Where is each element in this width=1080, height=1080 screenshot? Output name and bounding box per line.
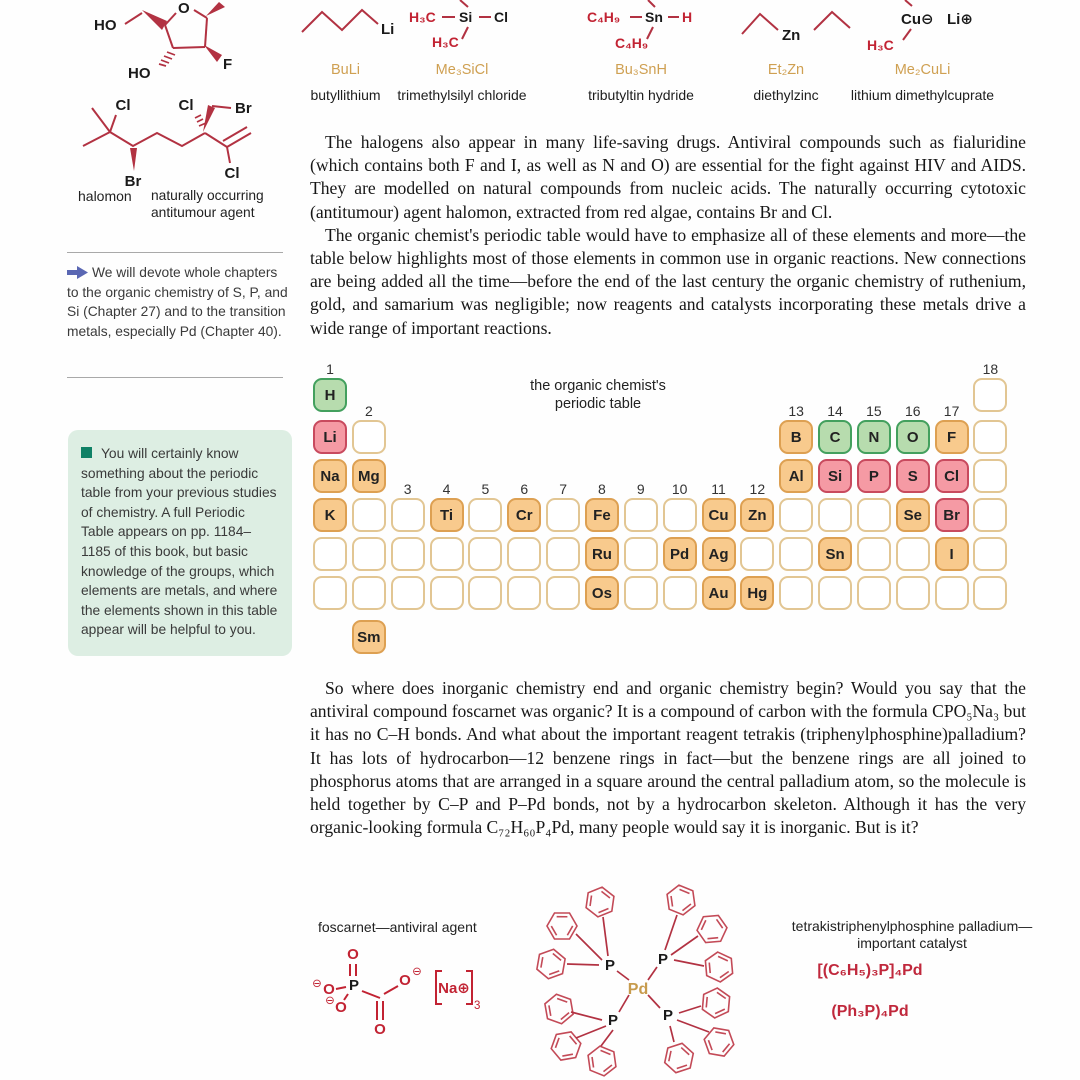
- catalyst-formula-short: (Ph₃P)₄Pd: [831, 1003, 909, 1020]
- svg-text:O: O: [335, 999, 347, 1016]
- element-cell-empty: [352, 537, 386, 571]
- element-cell-empty: [352, 420, 386, 454]
- element-cell-Os: Os: [585, 576, 619, 610]
- svg-text:Li: Li: [381, 21, 395, 38]
- margin-note-chapters: [67, 263, 291, 341]
- element-cell-Ti: Ti: [430, 498, 464, 532]
- element-cell-Si: Si: [818, 459, 852, 493]
- svg-text:O: O: [374, 1021, 386, 1038]
- svg-text:Cu⊖: Cu⊖: [901, 11, 934, 28]
- svg-text:H₃C: H₃C: [867, 37, 894, 53]
- element-cell-Pd: Pd: [663, 537, 697, 571]
- svg-text:P: P: [604, 957, 616, 974]
- element-cell-Li: Li: [313, 420, 347, 454]
- element-cell-Fe: Fe: [585, 498, 619, 532]
- svg-text:Pd: Pd: [627, 981, 649, 998]
- group-label-13: 13: [788, 403, 804, 419]
- svg-text:P: P: [662, 1007, 674, 1024]
- element-cell-I: I: [935, 537, 969, 571]
- group-label-14: 14: [827, 403, 843, 419]
- svg-text:Sn: Sn: [645, 9, 663, 25]
- element-cell-Se: Se: [896, 498, 930, 532]
- element-cell-empty: [507, 576, 541, 610]
- element-cell-Ru: Ru: [585, 537, 619, 571]
- element-cell-Na: Na: [313, 459, 347, 493]
- element-cell-S: S: [896, 459, 930, 493]
- group-label-2: 2: [364, 403, 373, 419]
- reagent-formula: Me₂CuLi: [894, 62, 951, 78]
- paragraph-inorganic: So where does inorganic chemistry end and organic chemistry begin? Would you say that the antiviral compound foscarnet was organic? It is a compound of carbon with the formula CPO₅Na₃ but it has no C–H bonds. And what about the important reagent tetrakis (triphenylphosphine)palladium? It has lots of hydrocarbon—12 benzene rings in fact—but the benzene rings are all joined to phosphorus atoms that are arranged in a square around the central palladium atom, so the molecule is held together by C–P and P–Pd bonds, not by a hydrocarbon skeleton. Although it has the very organic-looking formula C₇₂H₆₀P₄Pd, many people would say it is inorganic. But is it?: [310, 678, 1027, 838]
- svg-text:O: O: [347, 946, 359, 963]
- halomon-caption-line2: antitumour agent: [151, 204, 255, 220]
- periodic-table-title-line2: periodic table: [554, 395, 642, 412]
- svg-text:O: O: [323, 981, 335, 998]
- svg-text:P: P: [607, 1012, 619, 1029]
- svg-text:Br: Br: [124, 173, 142, 190]
- catalyst-caption-line2: important catalyst: [857, 934, 967, 951]
- element-cell-empty: [935, 576, 969, 610]
- element-cell-O: O: [896, 420, 930, 454]
- svg-text:Br: Br: [235, 100, 252, 117]
- margin-rule-bottom: [67, 377, 283, 378]
- svg-text:⊖: ⊖: [325, 995, 335, 1007]
- group-label-10: 10: [671, 481, 688, 497]
- fialuridine-sugar-structure: [70, 0, 270, 92]
- foscarnet-structure: [303, 942, 503, 1074]
- catalyst-formula-full: [(C₆H₅)₃P]₄Pd: [817, 962, 923, 979]
- tetrakis-pd-structure: [518, 870, 768, 1080]
- element-cell-empty: [391, 576, 425, 610]
- svg-text:P: P: [348, 977, 360, 994]
- paragraph-halogens: The halogens also appear in many life-saving drugs. Antiviral compounds such as fialuridine (which contains both F and I, as well as N and O) are essential for the fight against HIV and AIDS. They are modelled on natural compounds from nucleic acids. The naturally occurring cytotoxic (antitumour) agent halomon, extracted from red algae, contains Br and Cl.: [310, 132, 1026, 222]
- svg-text:Na⊕: Na⊕: [438, 980, 470, 997]
- svg-text:HO: HO: [128, 65, 151, 82]
- halomon-structure: [65, 95, 285, 195]
- group-label-3: 3: [403, 481, 412, 497]
- element-cell-empty: [546, 498, 580, 532]
- svg-text:H₃C: H₃C: [432, 34, 459, 50]
- reagent-diethylzinc: [726, 0, 846, 106]
- element-cell-empty: [430, 537, 464, 571]
- svg-text:⊖: ⊖: [412, 966, 422, 978]
- element-cell-Cu: Cu: [702, 498, 736, 532]
- periodic-table-grid: [313, 360, 1013, 660]
- element-cell-F: F: [935, 420, 969, 454]
- svg-text:C₄H₉: C₄H₉: [587, 9, 621, 25]
- element-cell-empty: [313, 576, 347, 610]
- element-cell-empty: [973, 459, 1007, 493]
- element-cell-Zn: Zn: [740, 498, 774, 532]
- reagent-formula: Bu₃SnH: [615, 62, 667, 78]
- element-cell-empty: [468, 537, 502, 571]
- element-cell-empty: [430, 576, 464, 610]
- reagent-name: tributyltin hydride: [588, 87, 694, 103]
- reagent-name: butyllithium: [310, 87, 381, 103]
- element-cell-empty: [857, 576, 891, 610]
- element-cell-empty: [896, 537, 930, 571]
- main-text-block-1: [310, 131, 1026, 340]
- svg-text:P: P: [657, 951, 669, 968]
- element-cell-empty: [546, 576, 580, 610]
- element-cell-empty: [546, 537, 580, 571]
- element-cell-Mg: Mg: [352, 459, 386, 493]
- element-cell-empty: [391, 498, 425, 532]
- svg-text:Cl: Cl: [178, 97, 194, 114]
- element-cell-empty: [779, 537, 813, 571]
- element-cell-empty: [624, 498, 658, 532]
- margin-rule-top: [67, 252, 283, 253]
- svg-text:Si: Si: [459, 9, 473, 25]
- svg-text:O: O: [178, 0, 190, 17]
- element-cell-empty: [468, 576, 502, 610]
- catalyst-caption: [752, 918, 1072, 951]
- element-cell-empty: [624, 576, 658, 610]
- svg-text:H₃C: H₃C: [409, 9, 436, 25]
- element-cell-Br: Br: [935, 498, 969, 532]
- svg-text:Cl: Cl: [115, 97, 131, 114]
- group-label-17: 17: [943, 403, 960, 419]
- group-label-12: 12: [749, 481, 766, 497]
- group-label-11: 11: [711, 481, 726, 497]
- reagent-trimethylsilyl-chloride: [382, 0, 542, 106]
- svg-text:H: H: [682, 9, 693, 25]
- element-cell-P: P: [857, 459, 891, 493]
- element-cell-empty: [313, 537, 347, 571]
- periodic-table-title-line1: the organic chemist's: [530, 378, 666, 394]
- element-cell-empty: [663, 576, 697, 610]
- group-label-6: 6: [520, 481, 529, 497]
- group-label-9: 9: [636, 481, 645, 497]
- element-cell-C: C: [818, 420, 852, 454]
- element-cell-empty: [507, 537, 541, 571]
- group-label-8: 8: [598, 481, 606, 497]
- element-cell-H: H: [313, 378, 347, 412]
- element-cell-empty: [973, 378, 1007, 412]
- reagent-name: trimethylsilyl chloride: [397, 87, 527, 103]
- reagent-lithium-dimethylcuprate: [835, 0, 1010, 106]
- margin-note-periodic-box: [68, 430, 292, 656]
- svg-text:⊖: ⊖: [312, 978, 322, 990]
- main-text-block-2: [310, 677, 1026, 839]
- element-cell-empty: [352, 576, 386, 610]
- element-cell-Hg: Hg: [740, 576, 774, 610]
- element-cell-empty: [896, 576, 930, 610]
- element-cell-empty: [973, 498, 1007, 532]
- element-cell-empty: [663, 498, 697, 532]
- element-cell-Au: Au: [702, 576, 736, 610]
- element-cell-K: K: [313, 498, 347, 532]
- reagent-tributyltin-hydride: [561, 0, 721, 106]
- element-cell-empty: [779, 498, 813, 532]
- halomon-caption-line1: naturally occurring: [151, 188, 264, 203]
- element-cell-Ag: Ag: [702, 537, 736, 571]
- element-cell-empty: [391, 537, 425, 571]
- element-cell-Sm: Sm: [352, 620, 386, 654]
- element-cell-Sn: Sn: [818, 537, 852, 571]
- element-cell-empty: [973, 576, 1007, 610]
- group-label-4: 4: [442, 481, 451, 497]
- svg-text:C₄H₉: C₄H₉: [615, 35, 649, 51]
- periodic-table-figure: [313, 360, 1013, 660]
- group-label-1: 1: [326, 361, 334, 377]
- element-cell-empty: [352, 498, 386, 532]
- paragraph-periodic-table: The organic chemist's periodic table would have to emphasize all of these elements and more—the table below highlights most of those elements in common use in organic reactions. New connections are being added all the time—before the end of the last century the organic chemistry of ruthenium, gold, and samarium was negligible; now reagents and catalysts incorporating these metals drive a wide range of important reactions.: [310, 224, 1026, 338]
- arrow-right-icon: [67, 266, 89, 279]
- group-label-5: 5: [481, 481, 490, 497]
- svg-text:Li⊕: Li⊕: [947, 11, 973, 28]
- element-cell-empty: [779, 576, 813, 610]
- svg-text:Zn: Zn: [782, 27, 801, 44]
- halomon-label: halomon: [78, 188, 132, 204]
- group-label-18: 18: [982, 361, 999, 377]
- element-cell-empty: [468, 498, 502, 532]
- element-cell-N: N: [857, 420, 891, 454]
- element-cell-empty: [973, 420, 1007, 454]
- halomon-caption: [151, 188, 264, 221]
- reagent-formula: Et₂Zn: [767, 62, 805, 78]
- tms-cl-structure: [405, 0, 520, 52]
- reagent-formula: Me₃SiCl: [435, 62, 489, 78]
- group-label-7: 7: [559, 481, 567, 497]
- element-cell-Cr: Cr: [507, 498, 541, 532]
- element-cell-empty: [624, 537, 658, 571]
- svg-text:Cl: Cl: [494, 9, 508, 25]
- element-cell-empty: [740, 537, 774, 571]
- bu3snh-structure: [585, 0, 707, 52]
- svg-text:Cl: Cl: [224, 165, 240, 182]
- catalyst-caption-line1: tetrakistriphenylphosphine palladium—: [791, 918, 1033, 934]
- foscarnet-caption: foscarnet—antiviral agent: [318, 919, 477, 935]
- margin-note-chapters-text: We will devote whole chapters to the organic chemistry of S, P, and Si (Chapter 27) and to the transition metals, especially Pd (Chapter 40).: [67, 265, 288, 339]
- reagent-formula: BuLi: [330, 62, 361, 78]
- element-cell-empty: [818, 576, 852, 610]
- element-cell-B: B: [779, 420, 813, 454]
- element-cell-empty: [973, 537, 1007, 571]
- element-cell-Cl: Cl: [935, 459, 969, 493]
- group-label-15: 15: [866, 403, 882, 419]
- group-label-16: 16: [904, 403, 921, 419]
- element-cell-empty: [857, 537, 891, 571]
- margin-note-periodic-text: You will certainly know something about the periodic table from your previous studies of chemistry. A full Periodic Table appears on pp. 1184–1185 of this book, but basic knowledge of the groups, which elements are metals, and where the elements shown in this table appear will be helpful to you.: [81, 446, 278, 638]
- element-cell-Al: Al: [779, 459, 813, 493]
- reagent-name: diethylzinc: [753, 87, 819, 103]
- svg-text:O: O: [399, 972, 411, 989]
- svg-text:3: 3: [474, 1000, 481, 1012]
- svg-text:HO: HO: [94, 17, 117, 34]
- svg-text:F: F: [223, 56, 233, 73]
- reagent-name: lithium dimethylcuprate: [850, 87, 995, 103]
- green-square-bullet-icon: [81, 447, 92, 458]
- element-cell-empty: [818, 498, 852, 532]
- element-cell-empty: [857, 498, 891, 532]
- me2culi-structure: [855, 0, 990, 54]
